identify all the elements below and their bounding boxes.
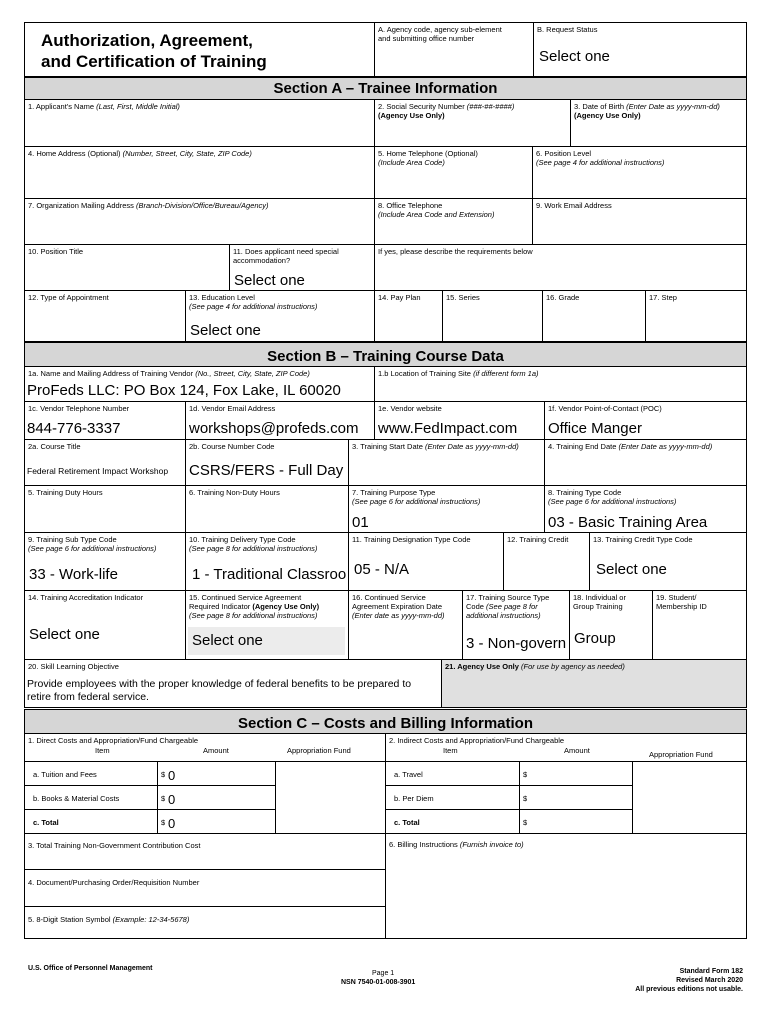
f5-label: 5. Home Telephone (Optional) (378, 149, 478, 158)
training-site-field[interactable] (374, 366, 747, 402)
b8-label: 8. Training Type Code (548, 488, 622, 497)
b1a-hint: (No., Street, City, State, ZIP Code) (195, 369, 310, 378)
direct-row-item: c. Total (33, 818, 59, 827)
c6-hint: (Furnish invoice to) (459, 840, 524, 849)
request-status-select[interactable]: Select one (539, 48, 610, 65)
education-level-select[interactable]: Select one (190, 322, 261, 339)
b21-hint: (For use by agency as needed) (521, 662, 625, 671)
training-sub-type-field[interactable] (24, 532, 186, 591)
b5-label: 5. Training Duty Hours (28, 488, 103, 497)
b19-label1: 19. Student/ (656, 593, 697, 602)
training-start-date-field[interactable] (348, 439, 545, 486)
vendor-telephone-field[interactable] (24, 401, 186, 440)
org-mailing-address-field[interactable] (24, 198, 375, 245)
f7-label: 7. Organization Mailing Address (28, 201, 134, 210)
document-po-number-field[interactable] (24, 869, 386, 907)
b18-label1: 18. Individual or (573, 593, 626, 602)
form-title-line1: Authorization, Agreement, (41, 31, 253, 50)
education-level-field[interactable] (185, 290, 375, 342)
training-type-code-value[interactable]: 03 - Basic Training Area (548, 514, 708, 531)
f3-label: 3. Date of Birth (574, 102, 625, 111)
b7-label: 7. Training Purpose Type (352, 488, 436, 497)
indirect-row-perdiem-amount[interactable] (519, 785, 633, 810)
vendor-website-value[interactable]: www.FedImpact.com (378, 420, 518, 437)
direct-fund-col: Appropriation Fund (287, 746, 351, 755)
section-b-header: Section B – Training Course Data (24, 342, 747, 367)
f2-hint: (###-##-####) (466, 102, 515, 111)
f6-hint: (See page 4 for additional instructions) (536, 158, 665, 167)
f11-label: 11. Does applicant need special accommodation? (233, 247, 339, 265)
f1-label: 1. Applicant's Name (28, 102, 95, 111)
b17-hint3: additional instructions) (466, 611, 541, 620)
indirect-row-item: b. Per Diem (394, 794, 434, 803)
indirect-row-perdiem-item (385, 785, 520, 810)
dob-field[interactable] (570, 99, 747, 147)
b9-hint: (See page 6 for additional instructions) (28, 544, 157, 553)
training-type-code-field[interactable] (544, 485, 747, 533)
b1f-label: 1f. Vendor Point-of-Contact (POC) (548, 404, 662, 413)
request-status-label: B. Request Status (537, 25, 598, 34)
b19-label2: Membership ID (656, 602, 707, 611)
b16-hint: (Enter date as yyyy-mm-dd) (352, 611, 445, 620)
b4-label: 4. Training End Date (548, 442, 617, 451)
footer-nsn: NSN 7540-01-008-3901 (341, 979, 416, 986)
accommodation-select[interactable]: Select one (234, 272, 305, 289)
training-source-type-value[interactable]: 3 - Non-govern (466, 635, 567, 652)
indirect-costs-header (385, 733, 747, 762)
direct-row-amount[interactable]: 0 (168, 816, 176, 831)
direct-item-col: Item (95, 746, 110, 755)
direct-row-books-amount[interactable] (157, 785, 276, 810)
home-address-field[interactable] (24, 146, 375, 199)
direct-fund-cell[interactable] (275, 761, 386, 834)
direct-costs-header (24, 733, 386, 762)
training-duty-hours-field[interactable] (24, 485, 186, 533)
b1c-label: 1c. Vendor Telephone Number (28, 404, 130, 413)
vendor-website-field[interactable] (374, 401, 545, 440)
training-designation-type-value[interactable]: 05 - N/A (354, 561, 410, 578)
direct-row-total-amount[interactable] (157, 809, 276, 834)
f3-sub: (Agency Use Only) (574, 111, 641, 120)
training-designation-type-field[interactable] (348, 532, 504, 591)
indirect-row-item: a. Travel (394, 770, 423, 779)
vendor-name-address-value[interactable]: ProFeds LLC: PO Box 124, Fox Lake, IL 60020 (27, 382, 341, 399)
f8-hint: (Include Area Code and Extension) (378, 210, 495, 219)
direct-row-books-item (24, 785, 158, 810)
indirect-row-item: c. Total (394, 818, 420, 827)
c5-hint: (Example: 12-34-5678) (112, 915, 190, 924)
course-number-value[interactable]: CSRS/FERS - Full Day (189, 462, 344, 479)
b12-label: 12. Training Credit (507, 535, 569, 544)
f15-label: 15. Series (446, 293, 480, 302)
training-source-type-field[interactable] (462, 590, 570, 660)
skill-objective-line1[interactable]: Provide employees with the proper knowledge of federal benefits to be prepared to (27, 678, 412, 690)
station-symbol-field[interactable] (24, 906, 386, 939)
b11-label: 11. Training Designation Type Code (352, 535, 471, 544)
b15-hint: (See page 8 for additional instructions) (189, 611, 318, 620)
individual-group-training-value[interactable]: Group (574, 630, 616, 647)
b14-label: 14. Training Accreditation Indicator (28, 593, 144, 602)
form-title-box (24, 22, 375, 77)
indirect-row-travel-item (385, 761, 520, 786)
training-non-duty-hours-field[interactable] (185, 485, 349, 533)
course-title-value[interactable]: Federal Retirement Impact Workshop (27, 466, 169, 476)
position-title-field[interactable] (24, 244, 230, 291)
vendor-email-value[interactable]: workshops@profeds.com (189, 420, 359, 437)
non-gov-contribution-field[interactable] (24, 833, 386, 870)
b2a-label: 2a. Course Title (28, 442, 81, 451)
b1d-label: 1d. Vendor Email Address (189, 404, 276, 413)
continued-service-select[interactable]: Select one (192, 632, 263, 649)
indirect-fund-col: Appropriation Fund (649, 750, 713, 759)
f1-hint: (Last, First, Middle Initial) (96, 102, 180, 111)
training-credit-type-field[interactable] (589, 532, 747, 591)
training-delivery-type-field[interactable] (185, 532, 349, 591)
agency-code-field[interactable] (374, 22, 534, 77)
agency-use-only-field[interactable] (441, 659, 747, 708)
direct-row-amount[interactable]: 0 (168, 792, 176, 807)
footer-revised: Revised March 2020 (676, 977, 743, 984)
home-telephone-field[interactable] (374, 146, 533, 199)
currency-sign: $ (161, 818, 166, 827)
b4-hint: (Enter Date as yyyy-mm-dd) (618, 442, 713, 451)
direct-row-tuition-amount[interactable] (157, 761, 276, 786)
f4-label: 4. Home Address (Optional) (28, 149, 121, 158)
b16-label1: 16. Continued Service (352, 593, 426, 602)
b17-label1: 17. Training Source Type (466, 593, 550, 602)
appointment-type-field[interactable] (24, 290, 186, 342)
footer-form-number: Standard Form 182 (679, 968, 743, 975)
b17-hint2: (See page 8 for (486, 602, 538, 611)
skill-objective-line2[interactable]: retire from federal service. (27, 691, 149, 703)
direct-row-item: a. Tuition and Fees (33, 770, 97, 779)
b7-hint: (See page 6 for additional instructions) (352, 497, 481, 506)
series-field[interactable] (442, 290, 543, 342)
b15-label2b: (Agency Use Only) (252, 602, 320, 611)
vendor-email-field[interactable] (185, 401, 375, 440)
b1b-label: 1.b Location of Training Site (378, 369, 471, 378)
individual-group-training-field[interactable] (569, 590, 653, 660)
direct-amount-col: Amount (203, 746, 229, 755)
f3-hint: (Enter Date as yyyy-mm-dd) (626, 102, 720, 111)
request-status-field[interactable] (533, 22, 747, 77)
f16-label: 16. Grade (546, 293, 580, 302)
vendor-poc-field[interactable] (544, 401, 747, 440)
f5-hint: (Include Area Code) (378, 158, 445, 167)
c2-label: 2. Indirect Costs and Appropriation/Fund Chargeable (389, 736, 565, 745)
vendor-name-address-field[interactable] (24, 366, 375, 402)
f2-label: 2. Social Security Number (378, 102, 465, 111)
footer-page: Page 1 (372, 970, 395, 977)
f17-label: 17. Step (649, 293, 677, 302)
indirect-row-travel-amount[interactable] (519, 761, 633, 786)
accommodation-field[interactable] (229, 244, 375, 291)
b17-label2: Code (466, 602, 484, 611)
footer-editions: All previous editions not usable. (635, 986, 743, 993)
currency-sign: $ (523, 794, 528, 803)
b15-label2: Required Indicator (189, 602, 251, 611)
b2b-label: 2b. Course Number Code (189, 442, 275, 451)
b10-label: 10. Training Delivery Type Code (189, 535, 296, 544)
step-field[interactable] (645, 290, 747, 342)
direct-row-amount[interactable]: 0 (168, 768, 176, 783)
continued-service-expiration-field[interactable] (348, 590, 463, 660)
training-credit-type-select[interactable]: Select one (596, 561, 667, 578)
f12-label: 12. Type of Appointment (28, 293, 109, 302)
training-credit-field[interactable] (503, 532, 590, 591)
skill-learning-objective-field[interactable] (24, 659, 442, 708)
f14-label: 14. Pay Plan (378, 293, 421, 302)
training-purpose-type-value[interactable]: 01 (352, 514, 369, 531)
b6-label: 6. Training Non-Duty Hours (189, 488, 280, 497)
b1b-hint: (if different form 1a) (473, 369, 539, 378)
billing-instructions-field[interactable] (385, 833, 747, 939)
b21-label: 21. Agency Use Only (445, 662, 519, 671)
work-email-field[interactable] (532, 198, 747, 245)
f11b-label: If yes, please describe the requirements below (378, 247, 533, 256)
f10-label: 10. Position Title (28, 247, 84, 256)
b9-label: 9. Training Sub Type Code (28, 535, 117, 544)
form-title-line2: and Certification of Training (41, 52, 267, 71)
accreditation-indicator-field[interactable] (24, 590, 186, 660)
training-end-date-field[interactable] (544, 439, 747, 486)
training-sub-type-value[interactable]: 33 - Work-life (29, 566, 118, 583)
c5-label: 5. 8-Digit Station Symbol (28, 915, 111, 924)
currency-sign: $ (161, 794, 166, 803)
continued-service-select-box[interactable] (188, 627, 345, 655)
f6-label: 6. Position Level (536, 149, 592, 158)
b8-hint: (See page 6 for additional instructions) (548, 497, 677, 506)
f4-hint: (Number, Street, City, State, ZIP Code) (122, 149, 252, 158)
b15-label1: 15. Continued Service Agreement (189, 593, 302, 602)
office-telephone-field[interactable] (374, 198, 533, 245)
applicant-name-field[interactable] (24, 99, 375, 147)
vendor-poc-value[interactable]: Office Manger (548, 420, 642, 437)
course-title-field[interactable] (24, 439, 186, 486)
f2-sub: (Agency Use Only) (378, 111, 445, 120)
student-membership-id-field[interactable] (652, 590, 747, 660)
accommodation-description-field[interactable] (374, 244, 747, 291)
training-purpose-type-field[interactable] (348, 485, 545, 533)
f13-hint: (See page 4 for additional instructions) (189, 302, 318, 311)
ssn-field[interactable] (374, 99, 571, 147)
vendor-telephone-value[interactable]: 844-776-3337 (27, 420, 121, 437)
b16-label2: Agreement Expiration Date (352, 602, 443, 611)
direct-row-total-item (24, 809, 158, 834)
b1a-label: 1a. Name and Mailing Address of Training Vendor (28, 369, 194, 378)
indirect-amount-col: Amount (564, 746, 590, 755)
indirect-item-col: Item (443, 746, 458, 755)
currency-sign: $ (161, 770, 166, 779)
agency-code-label: A. Agency code, agency sub-element and submitting office number (378, 25, 502, 43)
grade-field[interactable] (542, 290, 646, 342)
b13-label: 13. Training Credit Type Code (593, 535, 693, 544)
direct-row-item: b. Books & Material Costs (33, 794, 120, 803)
c1-label: 1. Direct Costs and Appropriation/Fund Chargeable (28, 736, 199, 745)
indirect-row-total-amount[interactable] (519, 809, 633, 834)
f8-label: 8. Office Telephone (378, 201, 443, 210)
b20-label: 20. Skill Learning Objective (28, 662, 119, 671)
currency-sign: $ (523, 770, 528, 779)
pay-plan-field[interactable] (374, 290, 443, 342)
direct-row-tuition-item (24, 761, 158, 786)
footer-agency: U.S. Office of Personnel Management (28, 965, 153, 972)
b3-label: 3. Training Start Date (352, 442, 423, 451)
currency-sign: $ (523, 818, 528, 827)
b10-hint: (See page 8 for additional instructions) (189, 544, 318, 553)
section-c-header: Section C – Costs and Billing Information (24, 709, 747, 734)
b18-label2: Group Training (573, 602, 623, 611)
b3-hint: (Enter Date as yyyy-mm-dd) (424, 442, 519, 451)
accreditation-indicator-select[interactable]: Select one (29, 626, 100, 643)
indirect-row-total-item (385, 809, 520, 834)
indirect-fund-cell[interactable] (632, 761, 747, 834)
training-delivery-type-value[interactable]: 1 - Traditional Classroo (192, 566, 347, 583)
course-number-field[interactable] (185, 439, 349, 486)
f9-label: 9. Work Email Address (536, 201, 612, 210)
f13-label: 13. Education Level (189, 293, 255, 302)
c3-label: 3. Total Training Non-Government Contribution Cost (28, 841, 201, 850)
c6-label: 6. Billing Instructions (389, 840, 458, 849)
section-a-header: Section A – Trainee Information (24, 77, 747, 100)
b1e-label: 1e. Vendor website (378, 404, 442, 413)
continued-service-indicator-field[interactable] (185, 590, 349, 660)
c4-label: 4. Document/Purchasing Order/Requisition Number (28, 878, 200, 887)
position-level-field[interactable] (532, 146, 747, 199)
f7-hint: (Branch-Division/Office/Bureau/Agency) (135, 201, 269, 210)
